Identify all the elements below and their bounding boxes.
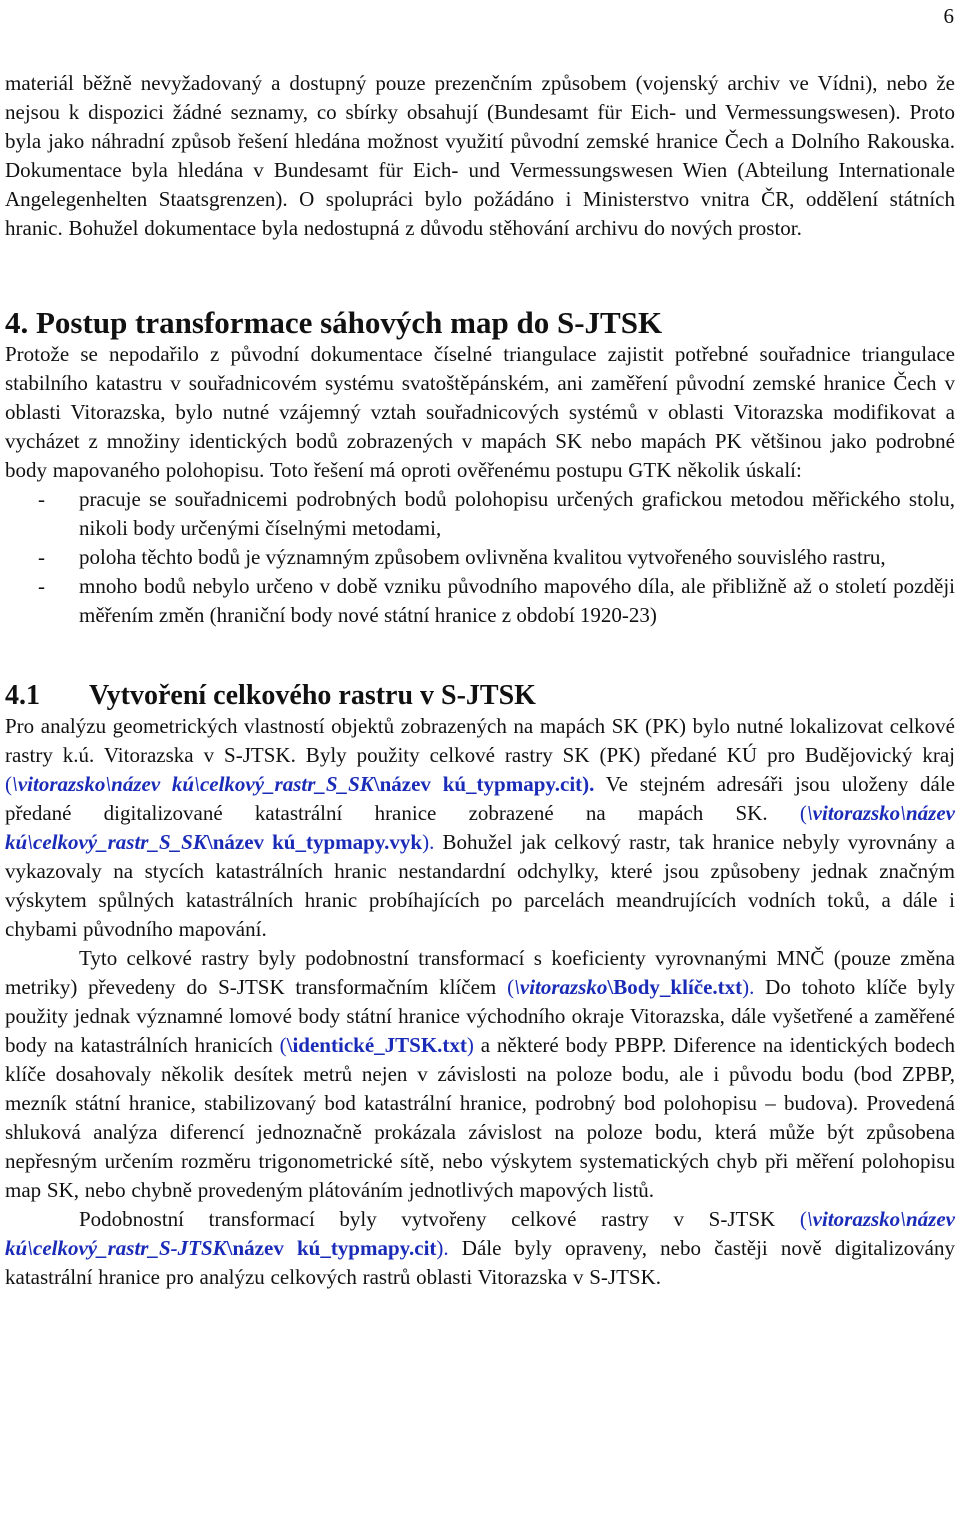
paragraph-text: Dále byly opraveny, nebo častěji nově digitalizovány katastrální hranice pro analýzu celkových rastrů oblasti Vitorazska v S-JTSK. bbox=[5, 1236, 955, 1289]
paragraph-text: Pro analýzu geometrických vlastností objektů zobrazených na mapách SK (PK) bylo nutné lokalizovat celkové rastry k.ú. Vitorazska v S-JTSK. Byly použity celkové rastry SK (PK) předané KÚ pro Budějovický kraj bbox=[5, 714, 955, 767]
paragraph-text: Do tohoto klíče byly použity jednak významné lomové body státní hranice východního okraje Vitorazska, dále vyšetřené a zaměřené body na katastrálních hranicích bbox=[5, 975, 955, 1057]
section-4-1-number: 4.1 bbox=[5, 680, 40, 711]
challenges-list bbox=[5, 485, 955, 630]
paragraph-text: a některé body PBPP. Diference na identických bodech klíče dosahovaly několik desítek metrů nejen v závislosti na poloze bodu, ale i původu bodu (bod ZPBP, mezník státní hranice, stabilizovaný bod katastrální hranice, podrobný bod polohopisu – budova). Provedená shluková analýza diferencí jednoznačně prokázala závislost na poloze bodu, která může být způsobena nepřesným určením rozměru trigonometrické sítě, nebo výskytem systematických chyb při měření polohopisu map SK, nebo chybně provedeným plátováním jednotlivých mapových listů. bbox=[5, 1033, 955, 1202]
section-4-1-paragraph-1 bbox=[5, 712, 955, 944]
paragraph-text: Podobnostní transformací byly vytvořeny celkové rastry v S-JTSK bbox=[79, 1207, 800, 1231]
list-item: - pracuje se souřadnicemi podrobných bodů polohopisu určených grafickou metodou měřického stolu, nikoli body určenými číselnými metodami, bbox=[5, 485, 955, 543]
section-4-1-title: Vytvoření celkového rastru v S-JTSK bbox=[89, 680, 536, 711]
file-path-link[interactable]: (\vitorazsko\název kú\celkový_rastr_S-JTSK\název kú_typmapy.cit). bbox=[5, 1207, 955, 1260]
section-4-1-paragraph-3 bbox=[5, 1205, 955, 1292]
section-4-1-paragraph-2 bbox=[5, 944, 955, 1205]
file-path-link[interactable]: (\vitorazsko\název kú\celkový_rastr_S_SK\název kú_typmapy.cit). bbox=[5, 772, 595, 796]
page-number: 6 bbox=[943, 4, 954, 28]
paragraph-text: Bohužel jak celkový rastr, tak hranice nebyly vyrovnány a vykazovaly na stycích katastrálních hranic nestandardní odchylky, které jsou způsobeny jednak značným výskytem spůlných katastrálních hranic probíhajících po parcelách meandrujících vodních toků, a dále i chybami původního mapování. bbox=[5, 830, 955, 941]
section-4-paragraph: Protože se nepodařilo z původní dokumentace číselné triangulace zajistit potřebné souřadnice triangulace stabilního katastru v souřadnicovém systému svatoštěpánském, ani zaměření původní zemské hranice Čech v oblasti Vitorazska, bylo nutné vzájemný vztah souřadnicových systémů v oblasti Vitorazska modifikovat a vycházet z množiny identických bodů zobrazených v mapách SK nebo mapách PK většinou jako podrobné body mapovaného polohopisu. Toto řešení má oproti ověřenému postupu GTK několik úskalí: bbox=[5, 342, 955, 482]
file-path-link[interactable]: (\vitorazsko\název kú\celkový_rastr_S_SK\název kú_typmapy.vyk). bbox=[5, 801, 955, 854]
section-4-1-heading bbox=[5, 678, 955, 714]
intro-paragraph: materiál běžně nevyžadovaný a dostupný pouze prezenčním způsobem (vojenský archiv ve Vídni), nebo že nejsou k dispozici žádné seznamy, co sbírky obsahují (Bundesamt für Eich- und Vermessungswesen). Proto byla jako náhradní způsob řešení hledána možnost využití původní zemské hranice Čech a Dolního Rakouska. Dokumentace byla hledána v Bundesamt für Eich- und Vermessungswesen Wien (Abteilung Internationale Angelegenhelten Staatsgrenzen). O spolupráci bylo požádáno i Ministerstvo vnitra ČR, oddělení státních hranic. Bohužel dokumentace byla nedostupná z důvodu stěhování archivu do nových prostor. bbox=[5, 71, 955, 240]
paragraph-text: Tyto celkové rastry byly podobnostní transformací s koeficienty vyrovnanými MNČ (pouze změna metriky) převedeny do S-JTSK transformačním klíčem bbox=[5, 946, 955, 999]
file-path-link[interactable]: (\vitorazsko\Body_klíče.txt). bbox=[507, 975, 755, 999]
file-path-link[interactable]: (\identické_JTSK.txt) bbox=[279, 1033, 474, 1057]
list-item: - mnoho bodů nebylo určeno v době vzniku původního mapového díla, ale přibližně až o století později měřením změn (hraniční body nové státní hranice z období 1920-23) bbox=[5, 572, 955, 630]
section-4-heading: 4. Postup transformace sáhových map do S-JTSK bbox=[5, 305, 663, 340]
paragraph-text: Ve stejném adresáři jsou uloženy dále předané digitalizované katastrální hranice zobrazené na mapách SK. bbox=[5, 772, 955, 825]
document-body bbox=[5, 69, 955, 1292]
list-item: - poloha těchto bodů je významným způsobem ovlivněna kvalitou vytvořeného souvislého rastru, bbox=[5, 543, 955, 572]
